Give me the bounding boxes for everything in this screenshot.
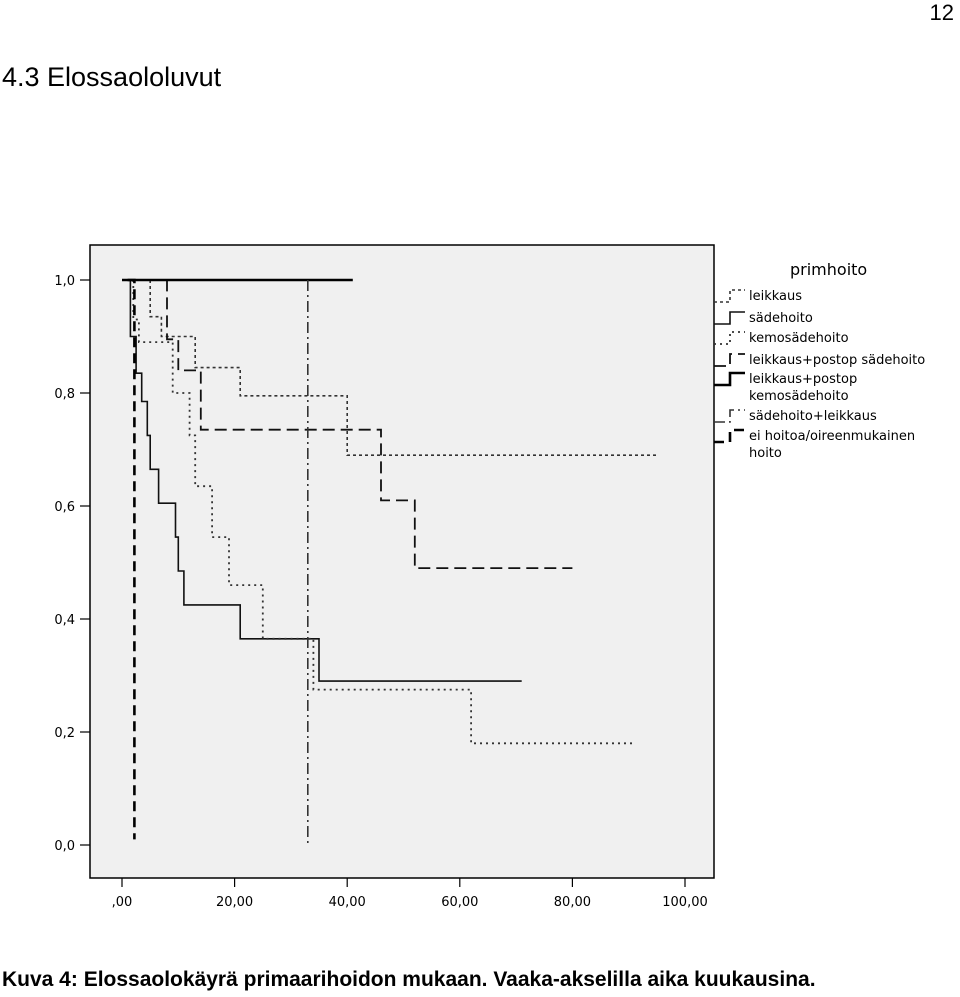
legend-label-line: leikkaus+postop xyxy=(749,372,858,387)
x-axis xyxy=(112,878,708,910)
x-tick-label: 60,00 xyxy=(441,895,479,910)
legend-label-4: leikkaus+postop sädehoito xyxy=(749,353,926,368)
x-tick-label: 40,00 xyxy=(328,895,366,910)
y-tick-label: 0,6 xyxy=(54,500,75,515)
legend-swatch-6 xyxy=(714,410,745,422)
y-tick-label: 0,8 xyxy=(54,387,75,402)
y-tick-label: 0,4 xyxy=(54,613,75,628)
y-axis xyxy=(54,274,90,854)
y-tick-label: 0,2 xyxy=(54,726,75,741)
x-tick-label: 20,00 xyxy=(215,895,254,910)
legend-title: primhoito xyxy=(790,260,868,279)
legend-swatch-7 xyxy=(714,430,745,442)
x-tick-label: 100,00 xyxy=(662,895,708,910)
legend-swatch-5 xyxy=(714,373,745,385)
page-number: 12 xyxy=(929,0,954,25)
legend-swatch-1 xyxy=(714,290,745,302)
legend-label-7 xyxy=(749,429,915,461)
legend-label-line: kemosädehoito xyxy=(749,389,849,404)
legend-swatch-2 xyxy=(714,312,745,324)
x-tick-label: ,00 xyxy=(111,895,133,910)
legend-label-line: ei hoitoa/oireenmukainen xyxy=(749,429,916,444)
legend-swatch-4 xyxy=(714,354,745,366)
legend-swatch-3 xyxy=(714,332,745,344)
legend-label-1: leikkaus xyxy=(749,289,803,304)
legend-label-2: sädehoito xyxy=(749,311,813,326)
legend-label-6: sädehoito+leikkaus xyxy=(749,409,877,424)
legend-label-line: hoito xyxy=(749,446,782,461)
legend xyxy=(714,260,925,461)
legend-label-3: kemosädehoito xyxy=(749,331,849,346)
legend-label-5 xyxy=(749,372,857,404)
y-tick-label: 1,0 xyxy=(54,274,75,289)
x-tick-label: 80,00 xyxy=(553,895,592,910)
y-tick-label: 0,0 xyxy=(54,839,75,854)
figure-caption: Kuva 4: Elossaolokäyrä primaarihoidon mukaan. Vaaka-akselilla aika kuukausina. xyxy=(2,968,816,991)
chart-frame xyxy=(90,245,714,878)
section-heading: 4.3 Elossaololuvut xyxy=(2,62,222,92)
